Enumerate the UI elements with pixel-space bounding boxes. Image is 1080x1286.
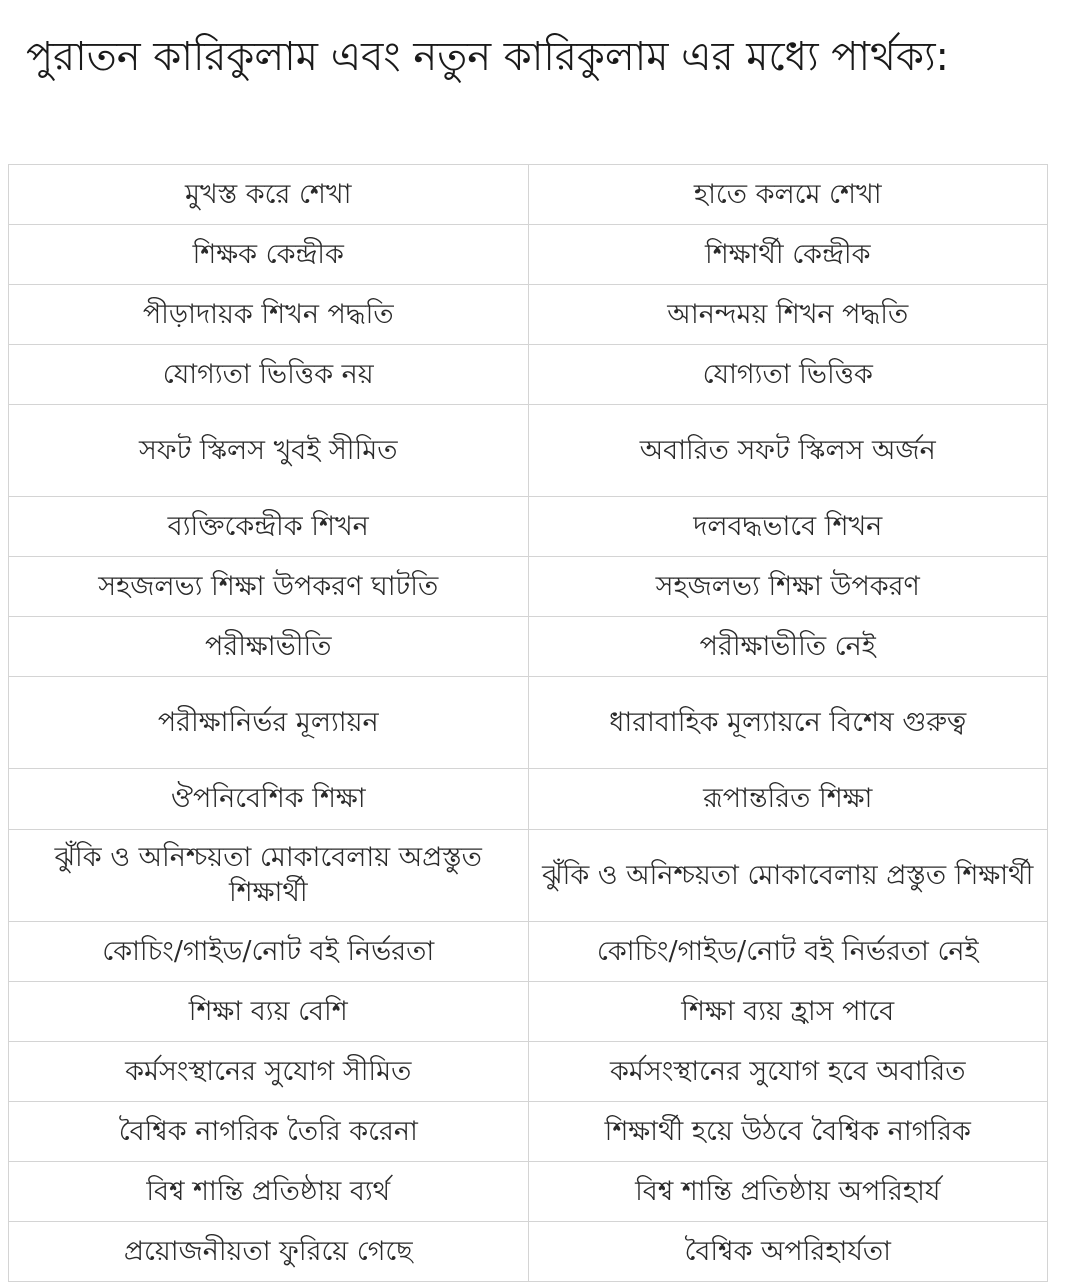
new-curriculum-text: রূপান্তরিত শিক্ষা: [703, 783, 873, 815]
old-curriculum-cell: [9, 769, 529, 829]
old-curriculum-cell: [9, 829, 529, 921]
new-curriculum-text: শিক্ষার্থী হয়ে উঠবে বৈশ্বিক নাগরিক: [604, 1115, 971, 1147]
old-curriculum-cell: [9, 405, 529, 497]
old-curriculum-text: ঔপনিবেশিক শিক্ষা: [170, 783, 366, 815]
new-curriculum-text: বিশ্ব শান্তি প্রতিষ্ঠায় অপরিহার্য: [635, 1175, 941, 1207]
new-curriculum-text: হাতে কলমে শেখা: [693, 178, 882, 210]
table-body: [9, 165, 1048, 1282]
table-row: [9, 617, 1048, 677]
table-row: [9, 1101, 1048, 1161]
old-curriculum-text: সফট স্কিলস খুবই সীমিত: [139, 435, 398, 467]
old-curriculum-text: পীড়াদায়ক শিখন পদ্ধতি: [142, 298, 394, 330]
new-curriculum-text: বৈশ্বিক অপরিহার্যতা: [684, 1235, 891, 1267]
page-title: পুরাতন কারিকুলাম এবং নতুন কারিকুলাম এর মধ্যে পার্থক্য:: [26, 34, 950, 80]
old-curriculum-cell: [9, 497, 529, 557]
table-row: [9, 345, 1048, 405]
old-curriculum-text: পরীক্ষাভীতি: [205, 631, 332, 663]
new-curriculum-text: আনন্দময় শিখন পদ্ধতি: [667, 298, 909, 330]
comparison-table: [8, 164, 1048, 1282]
new-curriculum-cell: [528, 1221, 1048, 1281]
old-curriculum-text: কর্মসংস্থানের সুযোগ সীমিত: [125, 1055, 412, 1087]
table-row: [9, 165, 1048, 225]
new-curriculum-cell: [528, 617, 1048, 677]
old-curriculum-cell: [9, 1161, 529, 1221]
new-curriculum-text: ধারাবাহিক মূল্যায়নে বিশেষ গুরুত্ব: [609, 707, 967, 739]
old-curriculum-text: শিক্ষক কেন্দ্রীক: [192, 238, 344, 270]
old-curriculum-cell: [9, 1221, 529, 1281]
new-curriculum-text: কোচিং/গাইড/নোট বই নির্ভরতা নেই: [596, 935, 979, 967]
old-curriculum-cell: [9, 285, 529, 345]
table-row: [9, 1161, 1048, 1221]
old-curriculum-text: মুখস্ত করে শেখা: [185, 178, 352, 210]
new-curriculum-cell: [528, 165, 1048, 225]
table-row: [9, 677, 1048, 769]
old-curriculum-cell: [9, 557, 529, 617]
old-curriculum-cell: [9, 677, 529, 769]
table-row: [9, 285, 1048, 345]
new-curriculum-cell: [528, 557, 1048, 617]
new-curriculum-text: কর্মসংস্থানের সুযোগ হবে অবারিত: [609, 1055, 966, 1087]
table-row: [9, 769, 1048, 829]
new-curriculum-text: শিক্ষা ব্যয় হ্রাস পাবে: [681, 995, 895, 1027]
table-row: [9, 225, 1048, 285]
new-curriculum-cell: [528, 1041, 1048, 1101]
old-curriculum-text: বৈশ্বিক নাগরিক তৈরি করেনা: [118, 1115, 418, 1147]
old-curriculum-text: বিশ্ব শান্তি প্রতিষ্ঠায় ব্যর্থ: [146, 1175, 391, 1207]
old-curriculum-text: ব্যক্তিকেন্দ্রীক শিখন: [167, 511, 369, 543]
old-curriculum-cell: [9, 225, 529, 285]
new-curriculum-cell: [528, 405, 1048, 497]
old-curriculum-text: কোচিং/গাইড/নোট বই নির্ভরতা: [102, 935, 435, 967]
old-curriculum-text: পরীক্ষানির্ভর মূল্যায়ন: [157, 707, 379, 739]
new-curriculum-cell: [528, 829, 1048, 921]
table-row: [9, 1221, 1048, 1281]
new-curriculum-text: অবারিত সফট স্কিলস অর্জন: [639, 435, 936, 467]
table-row: [9, 405, 1048, 497]
old-curriculum-cell: [9, 1101, 529, 1161]
new-curriculum-cell: [528, 1161, 1048, 1221]
new-curriculum-cell: [528, 677, 1048, 769]
old-curriculum-text: সহজলভ্য শিক্ষা উপকরণ ঘাটতি: [98, 571, 439, 603]
new-curriculum-cell: [528, 769, 1048, 829]
new-curriculum-text: দলবদ্ধভাবে শিখন: [693, 511, 883, 543]
table-row: [9, 497, 1048, 557]
new-curriculum-text: পরীক্ষাভীতি নেই: [699, 631, 876, 663]
old-curriculum-cell: [9, 345, 529, 405]
old-curriculum-text: প্রয়োজনীয়তা ফুরিয়ে গেছে: [123, 1235, 413, 1267]
new-curriculum-text: ঝুঁকি ও অনিশ্চয়তা মোকাবেলায় প্রস্তুত শিক্ষার্থী: [542, 859, 1034, 891]
new-curriculum-cell: [528, 285, 1048, 345]
new-curriculum-text: শিক্ষার্থী কেন্দ্রীক: [705, 238, 871, 270]
old-curriculum-text: ঝুঁকি ও অনিশ্চয়তা মোকাবেলায় অপ্রস্তুত শিক্ষার্থী: [54, 842, 482, 909]
old-curriculum-cell: [9, 921, 529, 981]
old-curriculum-cell: [9, 617, 529, 677]
table-row: [9, 829, 1048, 921]
new-curriculum-cell: [528, 497, 1048, 557]
new-curriculum-cell: [528, 921, 1048, 981]
old-curriculum-text: শিক্ষা ব্যয় বেশি: [188, 995, 348, 1027]
table-row: [9, 557, 1048, 617]
comparison-table-container: [8, 164, 1048, 1282]
table-row: [9, 1041, 1048, 1101]
old-curriculum-cell: [9, 981, 529, 1041]
old-curriculum-cell: [9, 165, 529, 225]
old-curriculum-text: যোগ্যতা ভিত্তিক নয়: [162, 359, 374, 390]
new-curriculum-cell: [528, 225, 1048, 285]
new-curriculum-text: যোগ্যতা ভিত্তিক: [702, 359, 873, 390]
old-curriculum-cell: [9, 1041, 529, 1101]
new-curriculum-cell: [528, 981, 1048, 1041]
table-row: [9, 981, 1048, 1041]
new-curriculum-text: সহজলভ্য শিক্ষা উপকরণ: [655, 571, 920, 603]
table-row: [9, 921, 1048, 981]
new-curriculum-cell: [528, 1101, 1048, 1161]
new-curriculum-cell: [528, 345, 1048, 405]
